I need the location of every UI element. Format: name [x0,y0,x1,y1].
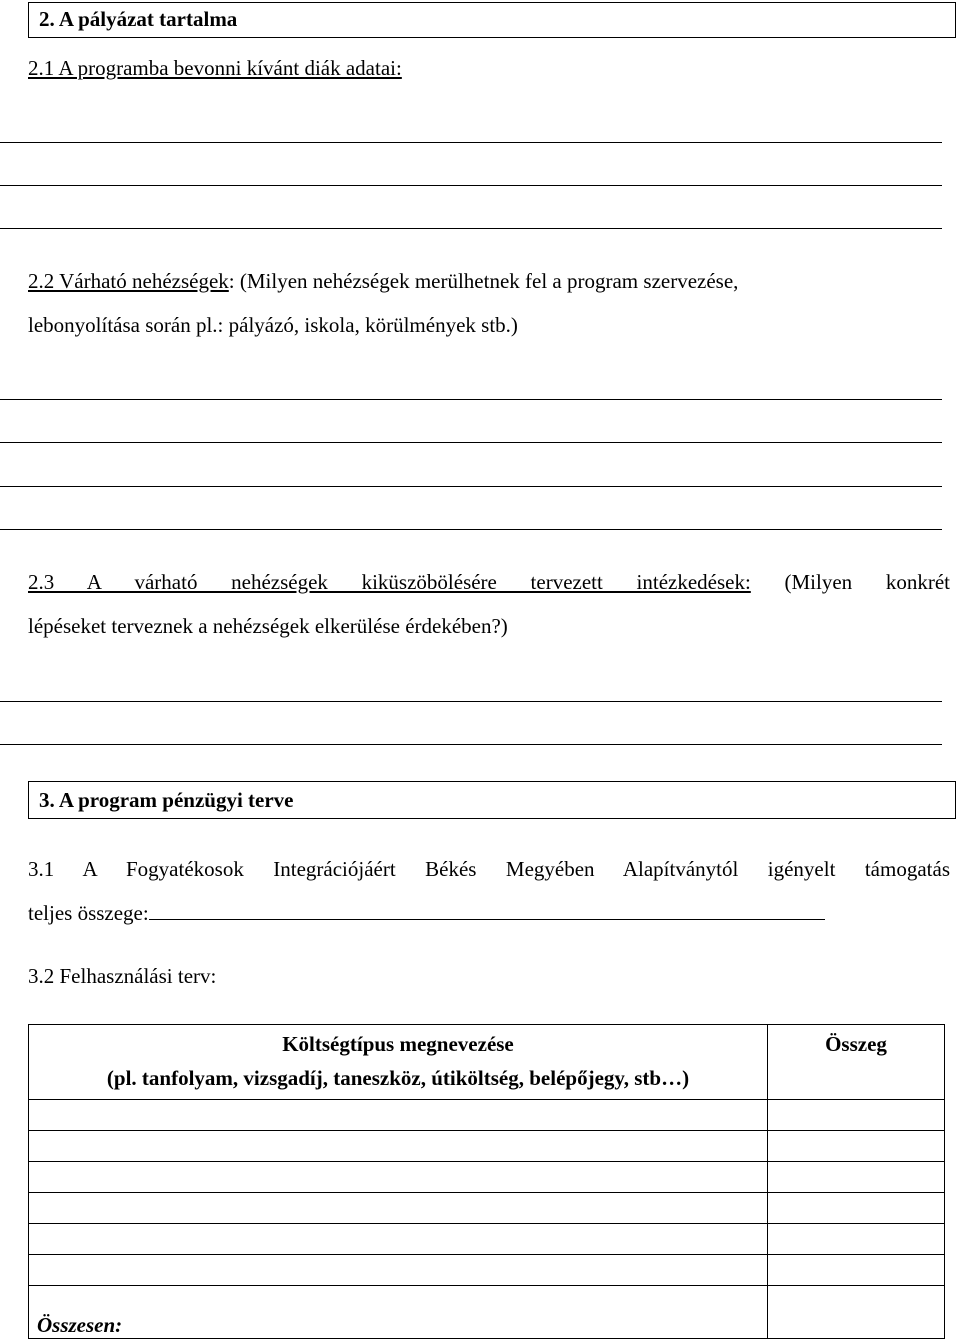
table-row [29,1162,945,1193]
table-row [29,1100,945,1131]
answer-line-2-3-a [0,701,942,702]
cost-type-cell[interactable] [29,1131,768,1162]
answer-line-2-2-d [0,529,942,530]
total-row [29,1286,945,1339]
answer-line-2-1-a [0,142,942,143]
item-2-2-colon: : [228,269,235,293]
answer-line-2-3-b [0,744,942,745]
cost-table [28,1024,945,1339]
answer-line-2-2-b [0,442,942,443]
item-2-2-desc-1: (Milyen nehézségek merülhetnek fel a program szervezése, [234,269,739,293]
item-2-3-desc-1: (Milyen konkrét [750,570,950,594]
item-2-1-label: 2.1 A programba bevonni kívánt diák adatai: [28,56,402,80]
cost-type-cell[interactable] [29,1162,768,1193]
table-row [29,1193,945,1224]
section-3-heading [28,781,956,819]
item-3-1-line-2: teljes összege: [28,901,149,925]
cost-type-header-title: Költségtípus megnevezése [282,1032,514,1056]
cost-type-cell[interactable] [29,1193,768,1224]
amount-cell[interactable] [768,1193,945,1224]
cost-type-cell[interactable] [29,1224,768,1255]
table-row [29,1131,945,1162]
cost-type-cell[interactable] [29,1100,768,1131]
item-2-3-desc-2: lépéseket terveznek a nehézségek elkerülése érdekében?) [28,614,508,638]
table-row [29,1224,945,1255]
total-amount-cell[interactable] [768,1286,945,1339]
item-3-2-label: 3.2 Felhasználási terv: [28,964,217,988]
cost-type-cell[interactable] [29,1255,768,1286]
item-2-2-desc-2: lebonyolítása során pl.: pályázó, iskola, körülmények stb.) [28,313,518,337]
amount-blank-line[interactable] [149,899,825,920]
item-2-3-label: 2.3 A várható nehézségek kiküszöbölésére tervezett intézkedések: [28,570,751,594]
amount-cell[interactable] [768,1224,945,1255]
section-2-heading [28,2,956,38]
cost-type-header [29,1025,768,1100]
item-2-2 [28,259,950,347]
answer-line-2-1-b [0,185,942,186]
table-row [29,1255,945,1286]
section-2-heading-text: 2. A pályázat tartalma [39,7,238,31]
cost-type-header-examples: (pl. tanfolyam, vizsgadíj, taneszköz, útiköltség, belépőjegy, stb…) [106,1066,690,1090]
section-3-heading-text: 3. A program pénzügyi terve [39,788,294,812]
item-2-2-label: 2.2 Várható nehézségek [28,269,229,293]
amount-cell[interactable] [768,1255,945,1286]
amount-cell[interactable] [768,1162,945,1193]
amount-cell[interactable] [768,1131,945,1162]
item-3-1 [28,847,950,935]
item-2-3 [28,560,950,648]
answer-line-2-1-c [0,228,942,229]
amount-header: Összeg [768,1025,945,1100]
item-3-1-line-1: 3.1 A Fogyatékosok Integrációjáért Békés Megyében Alapítványtól igényelt támogatás [28,857,950,881]
answer-line-2-2-a [0,399,942,400]
amount-cell[interactable] [768,1100,945,1131]
answer-line-2-2-c [0,486,942,487]
total-label: Összesen: [29,1286,768,1339]
